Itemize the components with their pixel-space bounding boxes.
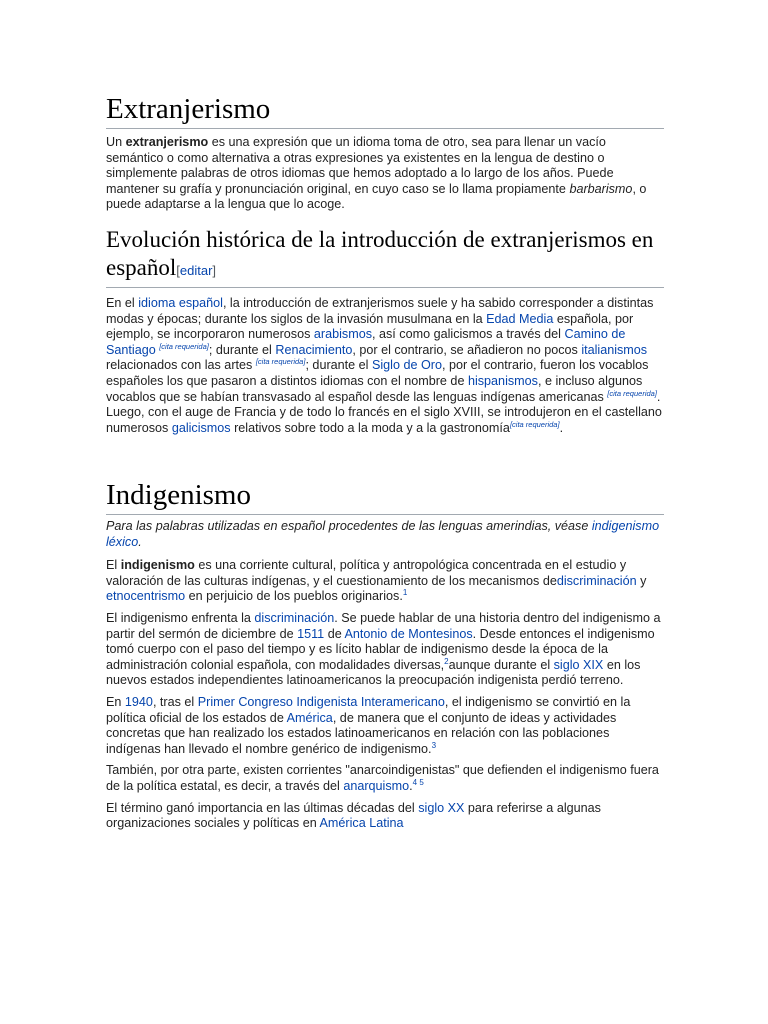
section-heading bbox=[106, 226, 664, 288]
text: , así como galicismos a través del bbox=[372, 327, 565, 342]
reference-2[interactable]: 2 bbox=[444, 656, 449, 666]
text: relativos sobre todo a la moda y a la gastronomía bbox=[230, 420, 510, 435]
text: . Se puede hablar de una historia dentro del indigenismo a partir del sermón de diciembre de bbox=[106, 610, 661, 641]
hatnote bbox=[106, 519, 664, 550]
link-1511[interactable]: 1511 bbox=[297, 626, 325, 641]
text: para referirse a algunas organizaciones sociales y políticas en bbox=[106, 800, 601, 831]
text: En bbox=[106, 694, 125, 709]
text: El bbox=[106, 558, 121, 573]
text: de bbox=[324, 626, 345, 641]
reference-4[interactable]: 4 bbox=[412, 777, 418, 787]
text: española, por ejemplo, se incorporaron numerosos bbox=[106, 311, 634, 342]
reference-1[interactable]: 1 bbox=[402, 588, 408, 598]
text: es una expresión que un idioma toma de otro, sea para llenar un vacío semántico o como alternativa a otras expresiones ya existentes en la lengua de destino o simplemente palabras de otros idiomas que hemos adoptado a lo largo de los años. Puede mantener su grafía y pronunciación original, en cuyo caso se lo llama propiamente bbox=[106, 135, 614, 196]
link-renacimiento[interactable]: Renacimiento bbox=[275, 342, 353, 357]
text: ; durante el bbox=[305, 358, 372, 373]
text: aunque durante el bbox=[448, 657, 554, 672]
text: . Luego, con el auge de Francia y de todo lo francés en el siglo XVIII, se introdujeron en el castellano numerosos bbox=[106, 389, 662, 435]
link-arabismos[interactable]: arabismos bbox=[313, 327, 372, 342]
text: . bbox=[559, 420, 564, 435]
text: . bbox=[409, 778, 413, 793]
link-anarquismo[interactable]: anarquismo bbox=[343, 778, 410, 793]
text: Un bbox=[106, 135, 126, 149]
link-siglo-xx[interactable]: siglo XX bbox=[418, 800, 465, 815]
link-siglo-de-oro[interactable]: Siglo de Oro bbox=[371, 358, 442, 373]
text: Para las palabras utilizadas en español procedentes de las lenguas amerindias, véase bbox=[106, 519, 592, 533]
link-hispanismos[interactable]: hispanismos bbox=[467, 373, 538, 388]
text: . Desde entonces el indigenismo tomó cuerpo con el paso del tiempo y es lícito hablar de indigenismo desde la época de la administración colonial española, con modalidades diversas, bbox=[106, 626, 655, 672]
section-extranjerismo bbox=[106, 92, 664, 213]
text: , de manera que el conjunto de ideas y actividades concretas que han realizado los estados latinoamericanos en relación con las poblaciones indígenas han llevado el nombre genérico de indigenismo. bbox=[106, 710, 617, 756]
indigenismo-paragraph-2 bbox=[106, 611, 664, 689]
link-america-latina[interactable]: América Latina bbox=[319, 816, 404, 831]
link-galicismos[interactable]: galicismos bbox=[171, 420, 231, 435]
text: El término ganó importancia en las últimas décadas del bbox=[106, 800, 419, 815]
text: , la introducción de extranjerismos suele y ha sabido corresponder a distintas modas y épocas; durante los siglos de la invasión musulmana en la bbox=[106, 296, 654, 326]
text: es una corriente cultural, política y antropológica concentrada en el estudio y valoración de las culturas indígenas, y el cuestionamiento de los mecanismos de bbox=[106, 558, 627, 588]
link-discriminacion[interactable]: discriminación bbox=[556, 573, 637, 588]
text: , e incluso algunos vocablos que se habían transvasado al español desde las lenguas indígenas americanas bbox=[106, 373, 643, 404]
term-bold: indigenismo bbox=[120, 558, 195, 573]
link-1940[interactable]: 1940 bbox=[124, 694, 153, 709]
text: relacionados con las artes bbox=[106, 358, 256, 373]
link-primer-congreso[interactable]: Primer Congreso Indigenista Interamericano bbox=[197, 694, 445, 709]
term-bold: extranjerismo bbox=[125, 135, 209, 149]
section-evolucion bbox=[106, 226, 664, 436]
text: , el indigenismo se convirtió en la política oficial de los estados de bbox=[106, 694, 631, 725]
link-camino-de-santiago[interactable]: Camino de Santiago bbox=[106, 327, 626, 357]
link-italianismos[interactable]: italianismos bbox=[581, 342, 648, 357]
link-edad-media[interactable]: Edad Media bbox=[486, 311, 554, 326]
intro-paragraph bbox=[106, 135, 664, 213]
cita-requerida[interactable]: [cita requerida] bbox=[509, 419, 560, 429]
reference-5[interactable]: 5 bbox=[419, 777, 424, 787]
link-siglo-xix[interactable]: siglo XIX bbox=[553, 657, 604, 672]
page-title: Extranjerismo bbox=[106, 92, 664, 129]
bracket: [ bbox=[176, 263, 180, 278]
link-america[interactable]: América bbox=[286, 710, 333, 725]
link-antonio-de-montesinos[interactable]: Antonio de Montesinos bbox=[344, 626, 473, 641]
bracket: ] bbox=[212, 263, 217, 278]
edit-section bbox=[176, 263, 216, 278]
term-italic: barbarismo bbox=[569, 181, 633, 196]
text: en perjuicio de los pueblos originarios. bbox=[185, 589, 403, 604]
indigenismo-paragraph-3 bbox=[106, 695, 664, 757]
text: , tras el bbox=[152, 694, 198, 709]
text: . bbox=[138, 534, 142, 549]
indigenismo-paragraph-4 bbox=[106, 763, 664, 794]
link-etnocentrismo[interactable]: etnocentrismo bbox=[106, 589, 186, 604]
text: El indigenismo enfrenta la bbox=[106, 610, 255, 625]
text: en los nuevos estados independientes latinoamericanos la preocupación indigenista perdió terreno. bbox=[106, 657, 641, 688]
text: En el bbox=[106, 296, 139, 310]
link-idioma-espanol[interactable]: idioma español bbox=[138, 296, 223, 310]
text: , por el contrario, se añadieron no pocos bbox=[352, 342, 582, 357]
section-title-indigenismo: Indigenismo bbox=[106, 478, 664, 515]
cita-requerida[interactable]: [cita requerida] bbox=[607, 388, 657, 398]
text: También, por otra parte, existen corrientes "anarcoindigenistas" que defienden el indigenismo fuera de la política estatal, es decir, a través del bbox=[106, 763, 659, 793]
cita-requerida[interactable]: [cita requerida] bbox=[255, 357, 306, 367]
indigenismo-paragraph-5 bbox=[106, 801, 664, 832]
text: y bbox=[636, 573, 647, 588]
text: ; durante el bbox=[208, 342, 276, 357]
section-heading-text: Evolución histórica de la introducción de extranjerismos en español bbox=[106, 227, 654, 280]
link-indigenismo-lexico[interactable]: indigenismo léxico bbox=[106, 519, 660, 549]
evolucion-paragraph bbox=[106, 296, 664, 436]
indigenismo-paragraph-1 bbox=[106, 558, 664, 605]
text: , por el contrario, fueron los vocablos españoles los que pasaron a distintos idiomas con el nombre de bbox=[106, 358, 649, 388]
edit-link[interactable]: editar bbox=[179, 263, 213, 278]
cita-requerida[interactable]: [cita requerida] bbox=[159, 341, 209, 351]
reference-3[interactable]: 3 bbox=[431, 740, 437, 750]
text: , o puede adaptarse a la lengua que lo acoge. bbox=[106, 181, 647, 212]
section-indigenismo bbox=[106, 478, 664, 832]
link-discriminacion[interactable]: discriminación bbox=[254, 610, 335, 625]
